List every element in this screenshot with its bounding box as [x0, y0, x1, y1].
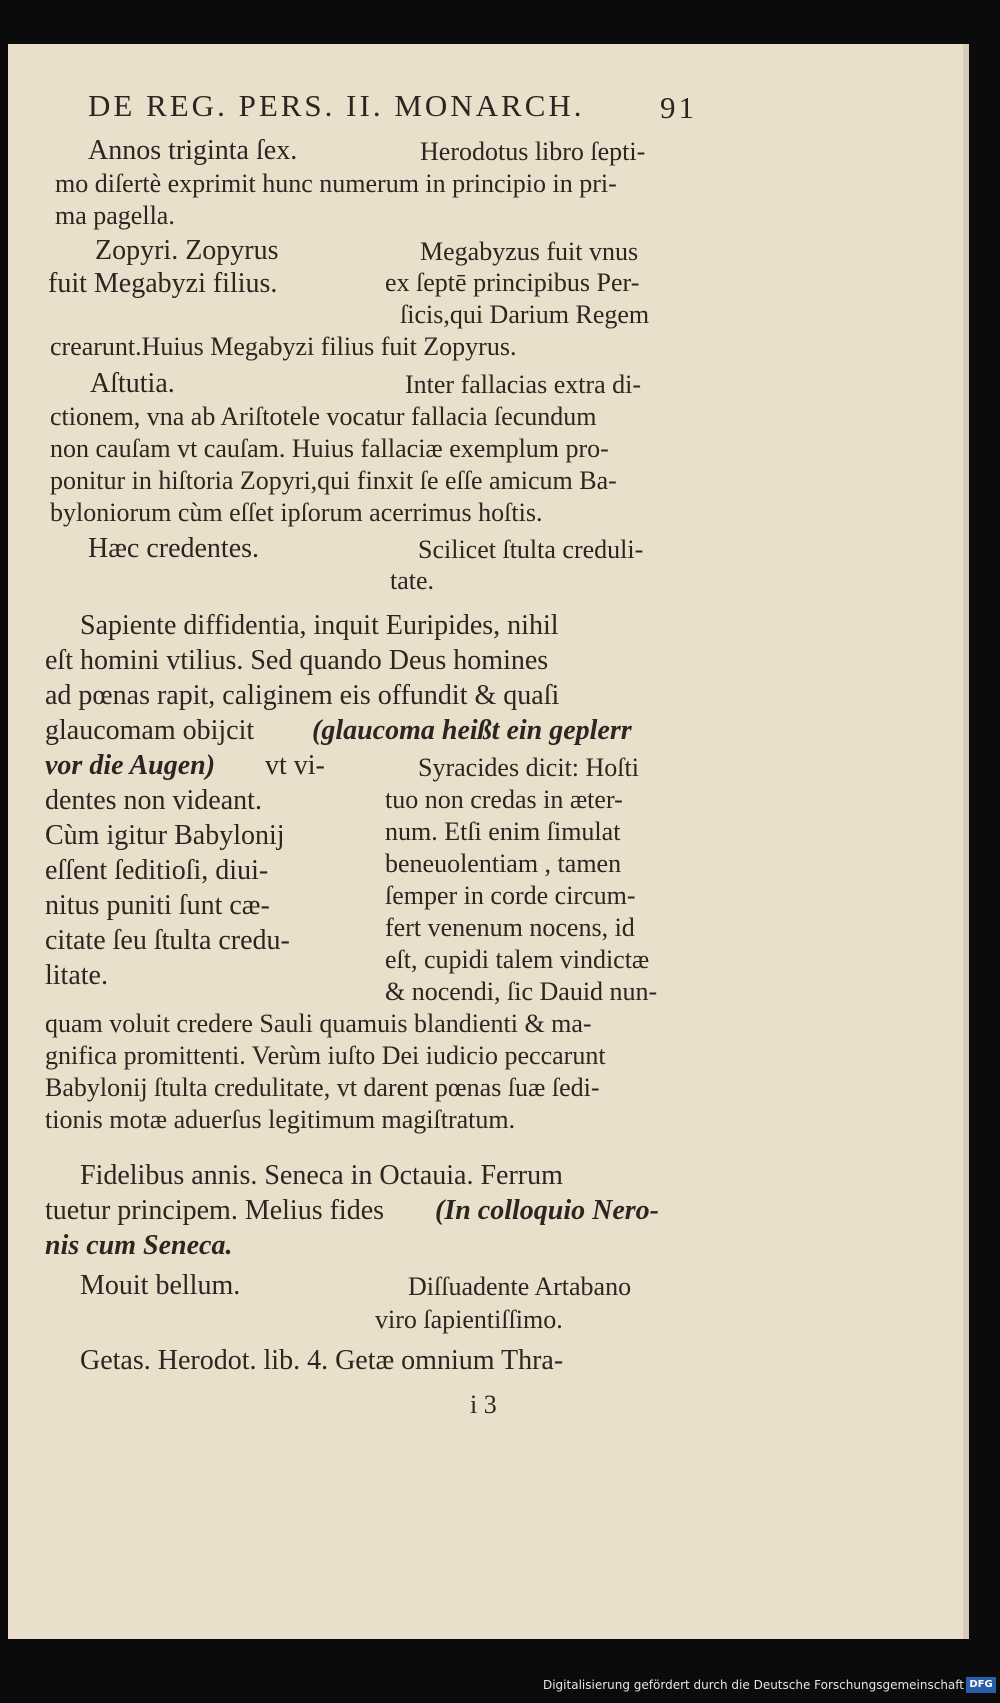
dfg-logo: DFG	[966, 1677, 996, 1693]
text-line: beneuolentiam , tamen	[385, 849, 622, 878]
text-line: eſt, cupidi talem vindictæ	[385, 945, 650, 974]
text-line: tate.	[390, 566, 435, 595]
text-line: citate ſeu ſtulta credu-	[45, 925, 290, 956]
text-line: non cauſam vt cauſam. Huius fallaciæ exemplum pro-	[50, 434, 609, 463]
text-line: (glaucoma heißt ein geplerr	[312, 715, 632, 746]
text-line: Babylonij ſtulta credulitate, vt darent pœnas ſuæ ſedi-	[45, 1073, 600, 1102]
page-number: 91	[660, 90, 697, 125]
text-line: dentes non videant.	[45, 785, 262, 816]
text-line: glaucomam obijcit	[45, 715, 255, 746]
footer-credit: Digitalisierung gefördert durch die Deutsche Forschungsgemeinschaft	[542, 1678, 964, 1692]
text-line: ſicis,qui Darium Regem	[400, 300, 650, 329]
text-line: byloniorum cùm eſſet ipſorum acerrimus hoſtis.	[50, 498, 543, 527]
text-line: viro ſapientiſſimo.	[375, 1305, 563, 1334]
text-line: Scilicet ſtulta creduli-	[418, 535, 644, 564]
text-line: quam voluit credere Sauli quamuis blandienti & ma-	[45, 1009, 592, 1038]
text-line: i 3	[470, 1390, 497, 1419]
text-line: ſemper in corde circum-	[385, 881, 636, 910]
running-head: DE REG. PERS. II. MONARCH.	[88, 88, 585, 123]
text-line: Hæc credentes.	[88, 533, 260, 564]
text-line: Inter fallacias extra di-	[405, 370, 642, 399]
text-line: mo diſertè exprimit hunc numerum in principio in pri-	[55, 169, 617, 198]
text-line: Getas. Herodot. lib. 4. Getæ omnium Thra-	[80, 1345, 564, 1376]
text-line: Sapiente diffidentia, inquit Euripides, nihil	[80, 610, 559, 641]
text-line: tuo non credas in æter-	[385, 785, 623, 814]
text-line: fuit Megabyzi filius.	[48, 268, 278, 299]
text-line: Annos triginta ſex.	[88, 135, 298, 166]
text-line: eſt homini vtilius. Sed quando Deus homines	[45, 645, 549, 676]
text-line: Mouit bellum.	[80, 1270, 241, 1301]
text-line: Fidelibus annis. Seneca in Octauia. Ferrum	[80, 1160, 563, 1191]
footer-bar	[0, 1670, 1000, 1703]
text-line: nis cum Seneca.	[45, 1230, 233, 1261]
text-line: tuetur principem. Melius fides	[45, 1195, 385, 1226]
text-line: fert venenum nocens, id	[385, 913, 635, 942]
text-line: ma pagella.	[55, 201, 175, 230]
text-line: Cùm igitur Babylonij	[45, 820, 285, 851]
text-line: Zopyri. Zopyrus	[95, 235, 279, 266]
text-line: litate.	[45, 960, 108, 991]
text-line: Aſtutia.	[90, 368, 175, 399]
text-line: vor die Augen)	[45, 750, 216, 781]
text-line: Diſſuadente Artabano	[408, 1272, 632, 1301]
text-line: Megabyzus fuit vnus	[420, 237, 639, 266]
text-line: gnifica promittenti. Verùm iuſto Dei iudicio peccarunt	[45, 1041, 606, 1070]
text-line: (In colloquio Nero-	[435, 1195, 659, 1226]
text-line: Syracides dicit: Hoſti	[418, 753, 639, 782]
text-line: & nocendi, ſic Dauid nun-	[385, 977, 658, 1006]
text-line: ctionem, vna ab Ariſtotele vocatur fallacia ſecundum	[50, 402, 597, 431]
text-line: nitus puniti ſunt cæ-	[45, 890, 270, 921]
text-line: ponitur in hiſtoria Zopyri,qui finxit ſe eſſe amicum Ba-	[50, 466, 617, 495]
text-line: Herodotus libro ſepti-	[420, 137, 646, 166]
text-line: ex ſeptē principibus Per-	[385, 268, 640, 297]
text-line: tionis motæ aduerſus legitimum magiſtratum.	[45, 1105, 516, 1134]
text-line: vt vi-	[265, 750, 325, 781]
text-line: num. Etſi enim ſimulat	[385, 817, 621, 846]
text-line: crearunt.Huius Megabyzi filius fuit Zopyrus.	[50, 332, 517, 361]
text-line: eſſent ſeditioſi, diui-	[45, 855, 269, 886]
text-line: ad pœnas rapit, caliginem eis offundit & quaſi	[45, 680, 560, 711]
